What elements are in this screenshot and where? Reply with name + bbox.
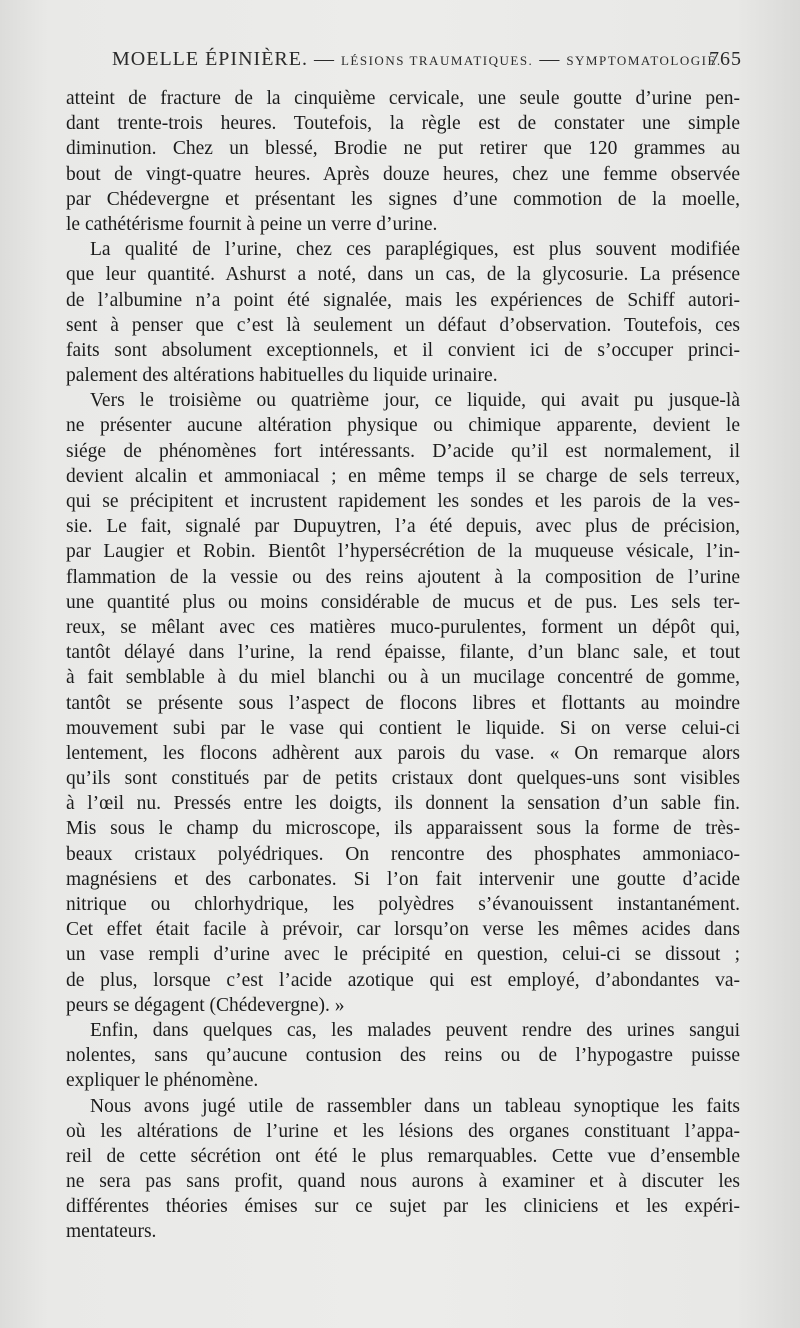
text-line: sent à penser que c’est là seulement un défaut d’observation. Toutefois, ces — [66, 314, 740, 336]
text-line: Mis sous le champ du microscope, ils apparaissent sous la forme de très- — [66, 818, 740, 840]
text-line: beaux cristaux polyédriques. On rencontre des phosphates ammoniaco- — [66, 843, 740, 865]
text-line: mouvement subi par le vase qui contient le liquide. Si on verse celui-ci — [66, 717, 740, 739]
text-line: que leur quantité. Ashurst a noté, dans un cas, de la glycosurie. La présence — [66, 264, 740, 286]
text-line: bout de vingt-quatre heures. Après douze heures, chez une femme observée — [66, 163, 740, 185]
text-line: Enfin, dans quelques cas, les malades peuvent rendre des urines sangui — [90, 1019, 740, 1041]
text-line: Vers le troisième ou quatrième jour, ce liquide, qui avait pu jusque-là — [90, 390, 740, 412]
text-line: devient alcalin et ammoniacal ; en même temps il se charge de sels terreux, — [66, 465, 740, 487]
text-line: un vase rempli d’urine avec le précipité en question, celui-ci se dissout ; — [66, 944, 740, 966]
body-text — [66, 86, 740, 1245]
running-head — [112, 48, 742, 76]
text-line: par Laugier et Robin. Bientôt l’hypersécrétion de la muqueuse vésicale, l’in- — [66, 541, 740, 563]
text-line: dant trente-trois heures. Toutefois, la règle est de constater une simple — [66, 113, 740, 135]
text-line: à fait semblable à du miel blanchi ou à un mucilage concentré de gomme, — [66, 667, 740, 689]
text-line: par Chédevergne et présentant les signes d’une commotion de la moelle, — [66, 188, 740, 210]
header-dash: — — [313, 48, 335, 70]
header-title: MOELLE ÉPINIÈRE. — [112, 48, 308, 70]
text-line: reil de cette sécrétion ont été le plus remarquables. Cette vue d’ensemble — [66, 1145, 740, 1167]
text-line: mentateurs. — [66, 1221, 157, 1243]
text-line: La qualité de l’urine, chez ces paraplégiques, est plus souvent modifiée — [90, 239, 740, 261]
text-line: diminution. Chez un blessé, Brodie ne put retirer que 120 grammes au — [66, 138, 740, 160]
text-line: de l’albumine n’a point été signalée, mais les expériences de Schiff autori- — [66, 289, 740, 311]
page-number: 765 — [709, 48, 742, 70]
text-line: lentement, les flocons adhèrent aux parois du vase. « On remarque alors — [66, 742, 740, 764]
text-line: ne sera pas sans profit, quand nous aurons à examiner et à discuter les — [66, 1171, 740, 1193]
text-line: à l’œil nu. Pressés entre les doigts, ils donnent la sensation d’un sable fin. — [66, 793, 740, 815]
text-line: Nous avons jugé utile de rassembler dans un tableau synoptique les faits — [90, 1095, 740, 1117]
text-line: de plus, lorsque c’est l’acide azotique qui est employé, d’abondantes va- — [66, 969, 740, 991]
text-line: nitrique ou chlorhydrique, les polyèdres s’évanouissent instantanément. — [66, 894, 740, 915]
text-line: magnésiens et des carbonates. Si l’on fait intervenir une goutte d’acide — [66, 868, 740, 890]
text-line: qu’ils sont constitués par de petits cristaux dont quelques-uns sont visibles — [66, 768, 740, 790]
text-line: siége de phénomènes fort intéressants. D’acide qu’il est normalement, il — [66, 440, 740, 462]
text-line: nolentes, sans qu’aucune contusion des reins ou de l’hypogastre puisse — [66, 1045, 740, 1067]
text-line: palement des altérations habituelles du liquide urinaire. — [66, 365, 498, 387]
text-line: le cathétérisme fournit à peine un verre d’urine. — [66, 213, 438, 235]
text-line: atteint de fracture de la cinquième cervicale, une seule goutte d’urine pen- — [66, 88, 740, 109]
text-line: faits sont absolument exceptionnels, et il convient ici de s’occuper princi- — [66, 339, 740, 361]
text-line: différentes théories émises sur ce sujet par les cliniciens et les expéri- — [66, 1196, 740, 1218]
text-line: flammation de la vessie ou des reins ajoutent à la composition de l’urine — [66, 566, 740, 588]
text-line: qui se précipitent et incrustent rapidement les sondes et les parois de la ves- — [66, 491, 740, 512]
header-section-symptomatologie: SYMPTOMATOLOGIE. — [566, 53, 722, 68]
text-line: Cet effet était facile à prévoir, car lorsqu’on verse les mêmes acides dans — [66, 919, 740, 941]
text-line: tantôt se présente sous l’aspect de flocons libres et flottants au moindre — [66, 692, 740, 714]
text-line: tantôt délayé dans l’urine, la rend épaisse, filante, d’un blanc sale, et tout — [66, 642, 740, 664]
header-dash: — — [539, 48, 561, 70]
text-line: sie. Le fait, signalé par Dupuytren, l’a été depuis, avec plus de précision, — [66, 516, 740, 538]
text-line: où les altérations de l’urine et les lésions des organes constituant l’appa- — [66, 1120, 740, 1142]
text-line: reux, se mêlant avec ces matières muco-purulentes, forment un dépôt qui, — [66, 616, 740, 638]
text-line: une quantité plus ou moins considérable de mucus et de pus. Les sels ter- — [66, 591, 740, 613]
text-line: expliquer le phénomène. — [66, 1070, 259, 1092]
text-line: peurs se dégagent (Chédevergne). » — [66, 994, 345, 1016]
text-line: ne présenter aucune altération physique ou chimique apparente, devient le — [66, 415, 740, 437]
header-section-lesions: LÉSIONS TRAUMATIQUES. — [340, 53, 534, 68]
